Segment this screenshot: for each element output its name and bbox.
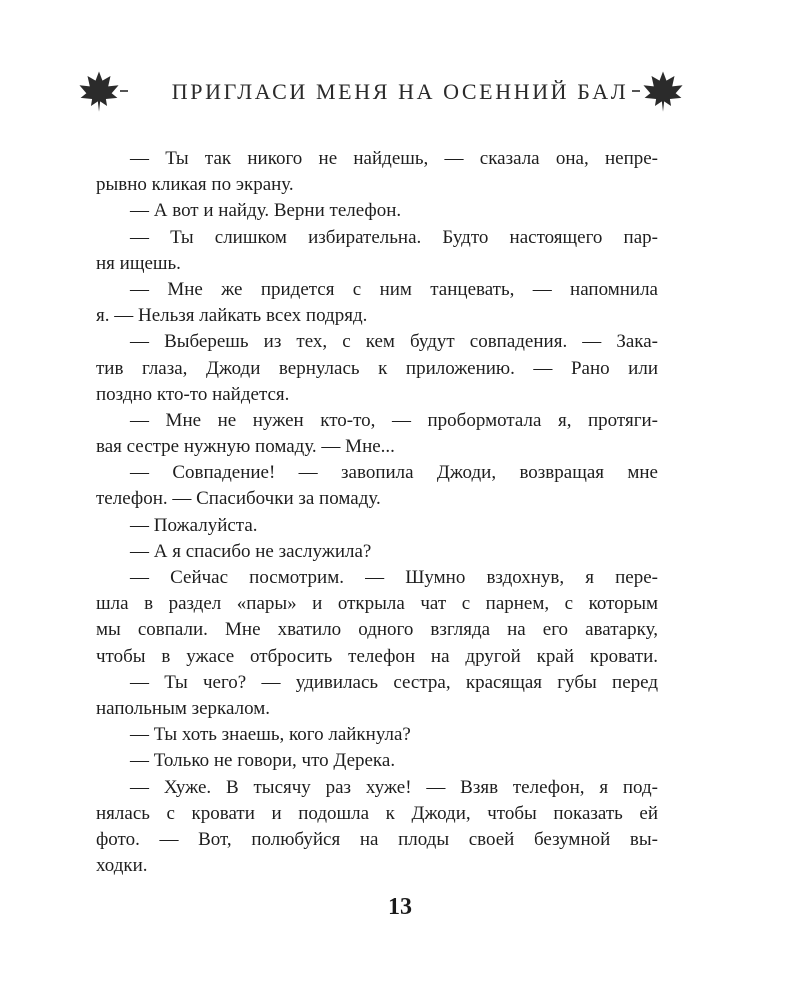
text-line: фото. — Вот, полюбуйся на плоды своей безумной вы- [96, 828, 658, 850]
text-line: — Ты чего? — удивилась сестра, красящая губы перед [130, 671, 658, 693]
text-line: — Хуже. В тысячу раз хуже! — Взяв телефон, я под- [130, 776, 658, 798]
text-line: — Ты хоть знаешь, кого лайкнула? [130, 724, 411, 746]
text-line: — Мне же придется с ним танцевать, — напомнила [130, 278, 658, 300]
text-line: шла в раздел «пары» и открыла чат с парнем, с которым [96, 593, 658, 615]
text-line: тив глаза, Джоди вернулась к приложению. — Рано или [96, 357, 658, 379]
text-line: рывно кликая по экрану. [96, 174, 294, 196]
text-line: поздно кто-то найдется. [96, 383, 290, 405]
text-line: я. — Нельзя лайкать всех подряд. [96, 305, 368, 327]
text-line: — Только не говори, что Дерека. [130, 750, 396, 772]
text-line: напольным зеркалом. [96, 697, 270, 719]
text-line: вая сестре нужную помаду. — Мне... [96, 436, 395, 458]
running-title: ПРИГЛАСИ МЕНЯ НА ОСЕННИЙ БАЛ [171, 79, 629, 104]
text-line: — Ты так никого не найдешь, — сказала она, непре- [130, 148, 658, 169]
text-line: — Мне не нужен кто-то, — пробормотала я, протяги- [130, 409, 658, 431]
text-line: — Сейчас посмотрим. — Шумно вздохнув, я пере- [130, 567, 658, 588]
text-line: ходки. [96, 855, 148, 877]
text-line: ня ищешь. [96, 252, 181, 274]
text-line: — Совпадение! — завопила Джоди, возвращая мне [130, 462, 658, 484]
text-line: мы совпали. Мне хватило одного взгляда на его аватарку, [96, 619, 658, 641]
text-line: — Ты слишком избирательна. Будто настоящего пар- [130, 226, 658, 248]
maple-leaf-icon [640, 68, 686, 114]
header-dash-right [632, 90, 640, 92]
body-text [96, 146, 658, 879]
text-line: нялась с кровати и подошла к Джоди, чтобы показать ей [96, 802, 658, 824]
text-line: — Пожалуйста. [130, 514, 258, 536]
text-line: чтобы в ужасе отбросить телефон на другой край кровати. [96, 645, 658, 667]
text-line: — А я спасибо не заслужила? [130, 540, 372, 562]
page-number: 13 [388, 894, 412, 920]
running-header [0, 68, 800, 114]
text-line: — А вот и найду. Верни телефон. [130, 200, 402, 222]
text-line: — Выберешь из тех, с кем будут совпадения. — Зака- [130, 331, 658, 353]
text-line: телефон. — Спасибочки за помаду. [96, 488, 381, 510]
